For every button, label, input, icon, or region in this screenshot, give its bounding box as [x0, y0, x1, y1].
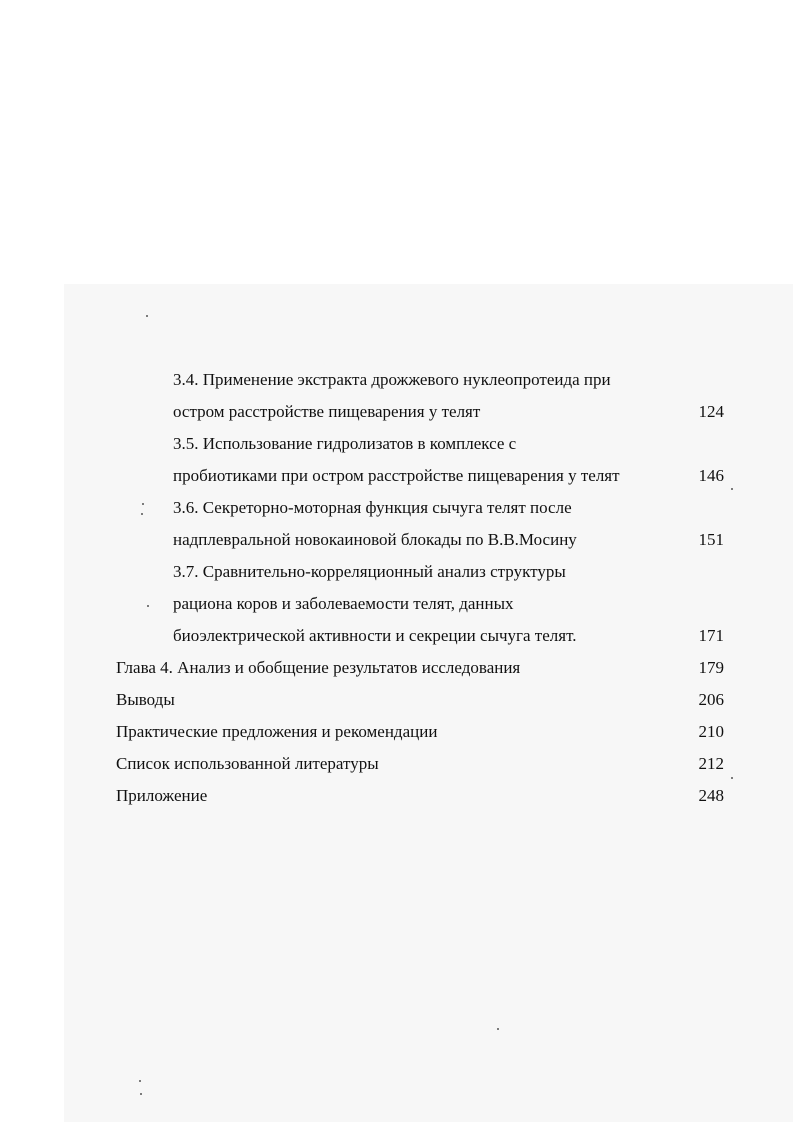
scan-speck [731, 777, 733, 779]
toc-entry-text-line: биоэлектрической активности и секреции сычуга телят. [173, 626, 577, 645]
toc-page-number: 206 [698, 690, 724, 709]
scan-speck [140, 1093, 142, 1095]
toc-entry-text-line: пробиотиками при остром расстройстве пищеварения у телят [173, 466, 620, 485]
toc-entry-text-line: 3.6. Секреторно-моторная функция сычуга телят после [173, 498, 572, 517]
toc-page-number: 248 [698, 786, 724, 805]
toc-page-number: 124 [698, 402, 724, 421]
toc-page-number: 146 [698, 466, 724, 485]
toc-entry-text-line: Приложение [116, 786, 208, 805]
toc-entry-text-line: 3.4. Применение экстракта дрожжевого нуклеопротеида при [173, 370, 611, 389]
toc-entry-text-line: надплевральной новокаиновой блокады по В.В.Мосину [173, 530, 577, 549]
scan-speck [142, 503, 144, 505]
toc-page-number: 151 [698, 530, 724, 549]
scan-speck [139, 1080, 141, 1082]
toc-entry-text-line: остром расстройстве пищеварения у телят [173, 402, 481, 421]
scan-speck [141, 513, 143, 515]
toc-page-number: 179 [698, 658, 724, 677]
scan-speck [497, 1028, 499, 1030]
toc-entry-text-line: 3.7. Сравнительно-корреляционный анализ структуры [173, 562, 566, 581]
toc-page-number: 212 [698, 754, 724, 773]
toc-page-number: 210 [698, 722, 724, 741]
toc-entry-text-line: 3.5. Использование гидролизатов в комплексе с [173, 434, 517, 453]
scan-speck [146, 315, 148, 317]
toc-entry-text-line: рациона коров и заболеваемости телят, данных [173, 594, 514, 613]
scan-speck [731, 488, 733, 490]
toc-entry-text-line: Глава 4. Анализ и обобщение результатов исследования [116, 658, 521, 677]
toc-entry-text-line: Список использованной литературы [116, 754, 379, 773]
scan-speck [147, 605, 149, 607]
toc-entry-text-line: Выводы [116, 690, 175, 709]
toc-entry-text-line: Практические предложения и рекомендации [116, 722, 438, 741]
toc-page-number: 171 [698, 626, 724, 645]
